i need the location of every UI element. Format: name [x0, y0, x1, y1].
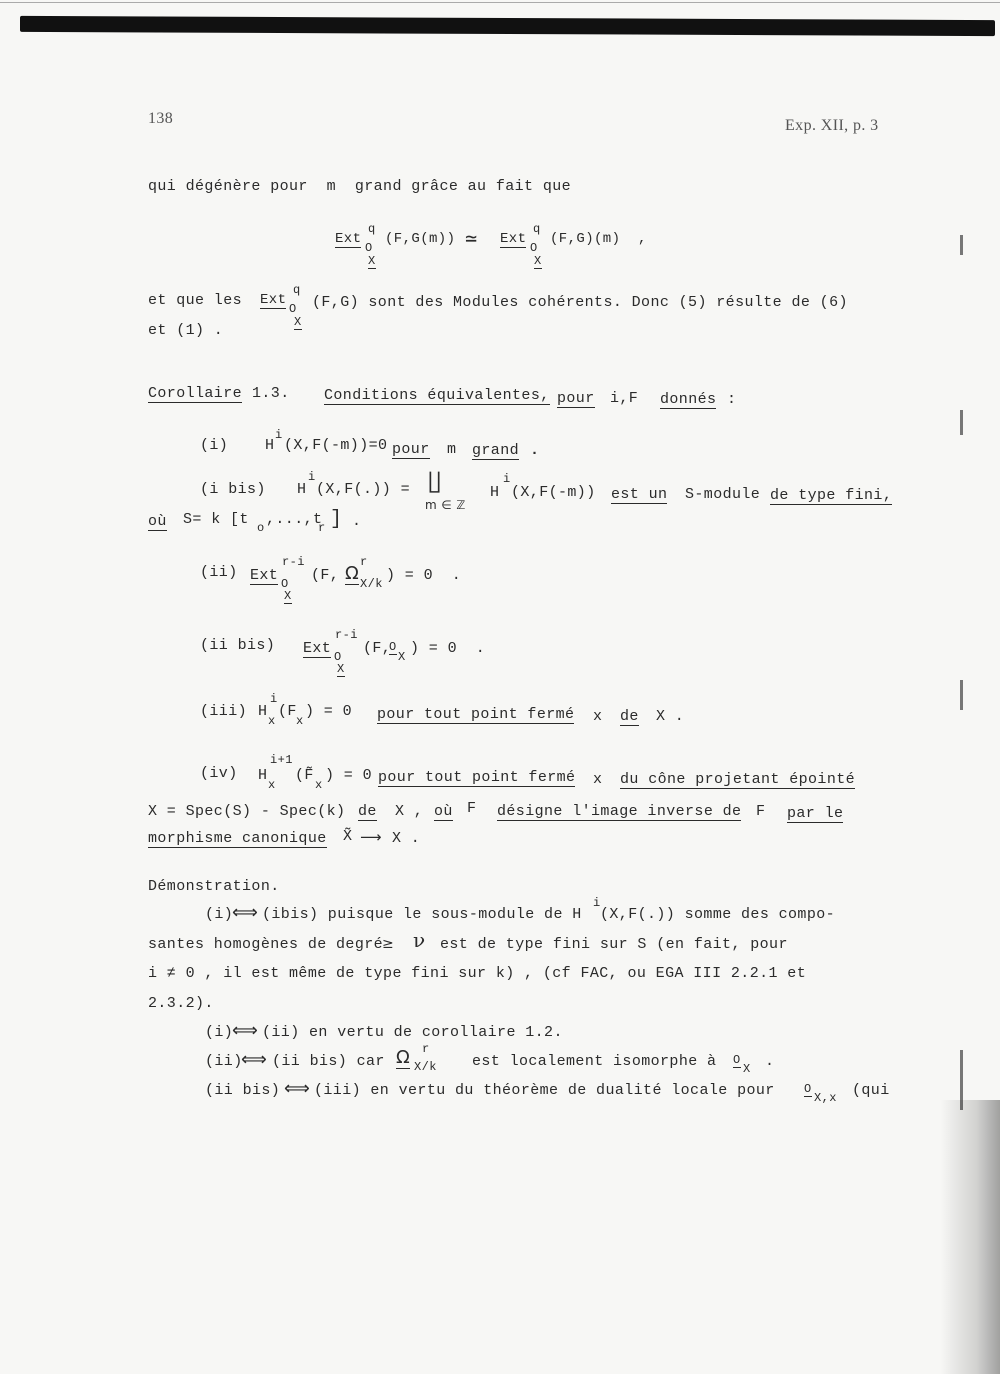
o-sheaf: O: [389, 640, 397, 654]
o-sheaf: O: [733, 1053, 741, 1067]
omega-subscript: X/k: [414, 1060, 437, 1074]
item-iv-eq: ) = 0: [325, 767, 373, 784]
iff-arrow-icon: ⟺: [284, 1078, 311, 1099]
demo-p6-c: est localement isomorphe à: [472, 1053, 717, 1070]
ext-subscript-x: X: [368, 254, 376, 268]
item-ibis-s-tail: ,...,t: [266, 511, 323, 528]
paren-open: (F: [278, 703, 297, 720]
period-dot: .: [765, 1053, 775, 1070]
item-iv-X: X ,: [395, 803, 424, 820]
arrow-to-icon: ⟶: [360, 828, 382, 846]
demo-p7-c: (qui: [852, 1082, 890, 1099]
nu-symbol: ν: [413, 928, 426, 952]
ext-superscript: r-i: [282, 555, 305, 569]
period-dot: .: [352, 513, 362, 530]
t-subscript-r: r: [318, 521, 326, 535]
coproduct-index: m ∈ ℤ: [425, 498, 466, 512]
intro-line-3a: et que les: [148, 292, 243, 309]
corollaire-heading-3: i,F: [610, 390, 639, 407]
item-ii-label: (ii): [200, 564, 238, 581]
item-iv-F: F: [756, 803, 766, 820]
ext-subscript-x: X: [294, 315, 302, 329]
item-iii-label: (iii): [200, 703, 248, 720]
item-iv-morphisme: morphisme canonique: [148, 830, 327, 847]
item-i-label: (i): [200, 437, 229, 454]
item-iii-X: X .: [656, 708, 685, 725]
item-iv-par-le: par le: [787, 805, 844, 822]
item-iii-x: x: [593, 708, 603, 725]
o-sheaf-subscript: X: [743, 1062, 751, 1076]
item-i-pour: pour: [392, 441, 430, 458]
iso-rhs: (F,G)(m) ,: [550, 231, 647, 247]
item-iv-line2: X = Spec(S) - Spec(k): [148, 803, 346, 820]
item-i-grand: grand: [472, 442, 520, 459]
omega-symbol: Ω: [396, 1047, 411, 1068]
demo-p3: i ≠ 0 , il est même de type fini sur k) , (cf FAC, ou EGA III 2.2.1 et: [148, 965, 807, 982]
scan-speck: [960, 410, 963, 435]
top-edge-line: [0, 2, 1000, 3]
o-sheaf: O: [804, 1082, 812, 1096]
h-superscript: i+1: [270, 753, 293, 767]
demo-p1-a: (i): [205, 906, 234, 923]
h-symbol: H: [258, 703, 268, 720]
X-tilde: X̃: [343, 828, 353, 845]
demo-p7-a: (ii bis): [205, 1082, 281, 1099]
item-ibis-type-fini: de type fini,: [770, 487, 893, 504]
iff-arrow-icon: ⟺: [232, 902, 259, 923]
item-iii-pour: pour tout point fermé: [377, 706, 575, 723]
item-iv-pour: pour tout point fermé: [378, 769, 576, 786]
page-edge-shadow: [940, 1100, 1000, 1374]
demo-p7-b: (iii) en vertu du théorème de dualité locale pour: [314, 1082, 775, 1099]
geq-symbol: ≥: [382, 936, 395, 952]
demo-p5-a: (i): [205, 1024, 234, 1041]
item-ibis-ou: où: [148, 513, 167, 530]
ext-superscript: q: [368, 222, 376, 236]
demo-p1-b: (ibis) puisque le sous-module de H: [262, 906, 582, 923]
ext-subscript-o: O: [289, 302, 297, 316]
scan-speck: [960, 235, 963, 255]
item-iibis-eq: ) = 0 .: [410, 640, 486, 657]
h-superscript: i: [503, 472, 511, 486]
item-ibis-s: S= k [t: [183, 511, 249, 528]
iff-arrow-icon: ⟺: [232, 1020, 259, 1041]
ext-subscript-o: O: [365, 241, 373, 255]
item-iii-de: de: [620, 708, 639, 725]
ext-symbol: Ext: [250, 567, 279, 584]
iso-lhs: (F,G(m)): [385, 231, 456, 247]
ext-subscript-x: X: [337, 662, 345, 676]
corollaire-heading-1: Conditions équivalentes,: [324, 387, 550, 404]
X-dot: X .: [392, 830, 421, 847]
ext-superscript: r-i: [335, 628, 358, 642]
h-symbol: H: [297, 481, 307, 498]
item-iv-designe: désigne l'image inverse de: [497, 803, 742, 820]
iff-arrow-icon: ⟺: [241, 1049, 268, 1070]
omega-symbol: Ω: [345, 563, 360, 584]
h-symbol: H: [490, 484, 500, 501]
scan-top-bar: [20, 16, 995, 36]
f-subscript: x: [296, 714, 304, 728]
coproduct-symbol: ∐: [428, 470, 442, 495]
ext-symbol: Ext: [335, 231, 362, 247]
paren-open: (F̃: [295, 767, 314, 784]
o-sheaf-subscript: X,x: [814, 1091, 837, 1105]
corollaire-heading-2: pour: [557, 390, 595, 407]
item-ibis-label: (i bis): [200, 481, 266, 498]
h-superscript: i: [593, 896, 601, 910]
h-superscript: i: [275, 428, 283, 442]
ext-subscript-o: O: [530, 241, 538, 255]
h-subscript: x: [268, 778, 276, 792]
corollaire-number: 1.3.: [252, 385, 290, 402]
item-iibis-text: (F,: [363, 640, 392, 657]
h-superscript: i: [308, 470, 316, 484]
item-iii-eq: ) = 0: [305, 703, 353, 720]
omega-superscript: r: [360, 555, 368, 569]
ext-superscript: q: [293, 283, 301, 297]
corollaire-label: Corollaire: [148, 385, 243, 402]
h-symbol: H: [265, 437, 275, 454]
item-i-dot: .: [530, 442, 540, 459]
o-sheaf-subscript: X: [398, 650, 406, 664]
ext-superscript: q: [533, 222, 541, 236]
demo-p6-a: (ii): [205, 1053, 243, 1070]
demo-p2-tail: est de type fini sur S (en fait, pour: [440, 936, 788, 953]
running-head: Exp. XII, p. 3: [785, 117, 879, 134]
f-subscript: x: [315, 778, 323, 792]
omega-superscript: r: [422, 1042, 430, 1056]
iso-symbol: ≃: [465, 229, 478, 252]
item-ii-text: (F,: [311, 567, 340, 584]
omega-subscript: X/k: [360, 577, 383, 591]
ext-subscript-o: O: [281, 577, 289, 591]
corollaire-heading-colon: :: [727, 391, 737, 408]
scan-speck: [960, 680, 963, 710]
h-superscript: i: [270, 692, 278, 706]
item-iv-ou: où: [434, 803, 453, 820]
page-number: 138: [148, 110, 174, 127]
demo-p4: 2.3.2).: [148, 995, 214, 1012]
ext-subscript-x: X: [284, 589, 292, 603]
item-iv-du: du cône projetant épointé: [620, 771, 856, 788]
ext-symbol: Ext: [303, 640, 332, 657]
intro-line-3b: (F,G) sont des Modules cohérents. Donc (5) résulte de (6): [312, 294, 848, 311]
item-ibis-lhs: (X,F(.)) =: [316, 481, 411, 498]
ext-subscript-x: X: [534, 254, 542, 268]
h-subscript: x: [268, 714, 276, 728]
item-iv-label: (iv): [200, 765, 238, 782]
demonstration-title: Démonstration.: [148, 878, 280, 895]
demo-p6-b: (ii bis) car: [272, 1053, 385, 1070]
ext-subscript-o: O: [334, 650, 342, 664]
item-iv-F-tilde: F: [467, 800, 477, 817]
item-iv-x: x: [593, 771, 603, 788]
item-iv-de: de: [358, 803, 377, 820]
item-ibis-est-un: est un: [611, 486, 668, 503]
bracket-close: ]: [330, 508, 343, 531]
intro-line-1: qui dégénère pour m grand grâce au fait que: [148, 178, 572, 195]
demo-p5-b: (ii) en vertu de corollaire 1.2.: [262, 1024, 563, 1041]
demo-p2: santes homogènes de degré: [148, 936, 384, 953]
t-subscript-o: o: [257, 521, 265, 535]
item-i-text: (X,F(-m))=0: [284, 437, 388, 454]
corollaire-heading-4: donnés: [660, 391, 717, 408]
intro-line-4: et (1) .: [148, 322, 224, 339]
demo-p1-c: (X,F(.)) somme des compo-: [600, 906, 836, 923]
item-ibis-smodule: S-module: [685, 486, 761, 503]
item-i-m: m: [447, 441, 457, 458]
item-ibis-rhs: (X,F(-m)): [511, 484, 596, 501]
ext-symbol: Ext: [500, 231, 527, 247]
h-symbol: H: [258, 767, 268, 784]
ext-symbol: Ext: [260, 292, 287, 308]
item-ii-eq: ) = 0 .: [386, 567, 462, 584]
item-iibis-label: (ii bis): [200, 637, 276, 654]
